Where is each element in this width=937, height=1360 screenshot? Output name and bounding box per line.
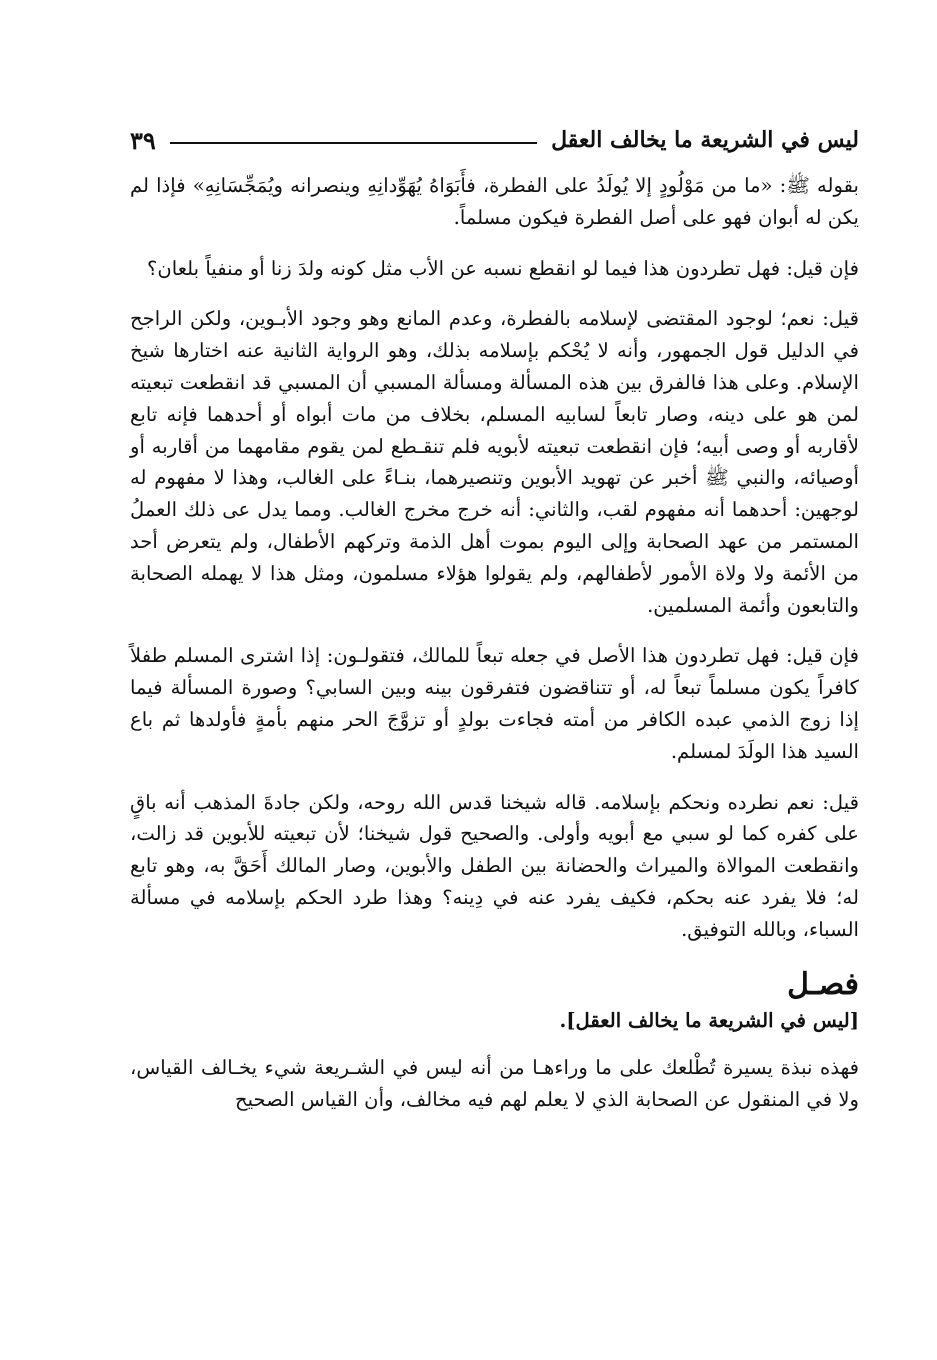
section-heading: فصـل	[787, 966, 859, 1002]
page-body	[130, 170, 859, 1116]
paragraph-1: بقوله ﷺ: «ما من مَوْلُودٍ إلا يُولَدُ على الفطرة، فأَبَوَاهُ يُهَوِّدانِهِ وينصرانه ويُمَجِّسَانِهِ» فإذا لم يكن له أبوان فهو على أصل الفطرة فيكون مسلماً.	[130, 174, 859, 229]
paragraph-4: فإن قيل: فهل تطردون هذا الأصل في جعله تبعاً للمالك، فتقولـون: إذا اشترى المسلم طفلاً كافراً يكون مسلماً تبعاً له، أو تتناقضون فتفرقون بينه وبين السابي؟ وصورة المسألة فيما إذا زوج الذمي عبده الكافر من أمته فجاءت بولدٍ أو تزوَّجَ الحر منهم بأمةٍ فأولدها ثم باع السيد هذا الولَدَ لمسلم.	[130, 644, 859, 763]
header-title: ليس في الشريعة ما يخالف العقل	[551, 127, 859, 153]
paragraph-3: قيل: نعم؛ لوجود المقتضى لإسلامه بالفطرة، وعدم المانع وهو وجود الأبـوين، ولكن الراجح في الدليل قول الجمهور، وأنه لا يُحْكم بإسلامه بذلك، وهو الرواية الثانية عنه اختارها شيخ الإسلام. وعلى هذا فالفرق بين هذه المسألة ومسألة المسبي أن المسبي قد انقطعت تبعيته لمن هو على دينه، وصار تابعاً لسابيه المسلم، بخلاف من مات أبواه أو أحدهما فإنه تابع لأقاربه أو وصى أبيه؛ فإن انقطعت تبعيته لأبويه فلم تنقـطع لمن يقوم مقامهما من أقاربه أو أوصيائه، والنبي ﷺ أخبر عن تهويد الأبوين وتنصيرهما، بنـاءً على الغالب، وهذا لا مفهوم له لوجهين: أحدهما أنه مفهوم لقب، والثاني: أنه خرج مخرج الغالب. ومما يدل عى ذلك العملُ المستمر من عهد الصحابة وإلى اليوم بموت أهل الذمة وتركهم الأطفال، ولم يتعرض أحد من الأئمة ولا ولاة الأمور لأطفالهم، ولم يقولوا هؤلاء مسلمون، ومثل هذا لا يهمله الصحابة والتابعون وأئمة المسلمين.	[130, 307, 859, 617]
section-paragraph: فهذه نبذة يسيرة تُطْلعك على ما وراءهـا من أنه ليس في الشـريعة شيء يخـالف القياس، ولا في المنقول عن الصحابة الذي لا يعلم لهم فيه مخالف، وأن القياس الصحيح	[130, 1056, 859, 1112]
page-number: ٣٩	[130, 125, 156, 155]
section-subheading: [ليس في الشريعة ما يخالف العقل].	[559, 1008, 859, 1032]
running-header	[130, 118, 859, 162]
paragraph-2: فإن قيل: فهل تطردون هذا فيما لو انقطع نسبه عن الأب مثل كونه ولدَ زنا أو منفياً بلعان؟	[146, 256, 859, 280]
paragraph-5: قيل: نعم نطرده ونحكم بإسلامه. قاله شيخنا قدس الله روحه، ولكن جادةَ المذهب أنه باقٍ على كفره كما لو سبي مع أبويه وأولى. والصحيح قول شيخنا؛ لأن تبعيته للأبوين قد زالت، وانقطعت الموالاة والميراث والحضانة بين الطفل والأبوين، وصار المالك أَحَقَّ به، وهو تابع له؛ فلا يفرد عنه بحكم، فكيف يفرد عنه في دِينه؟ وهذا طرد الحكم بإسلامه في مسألة السباء، وبالله التوفيق.	[130, 790, 859, 941]
header-rule	[170, 142, 537, 144]
